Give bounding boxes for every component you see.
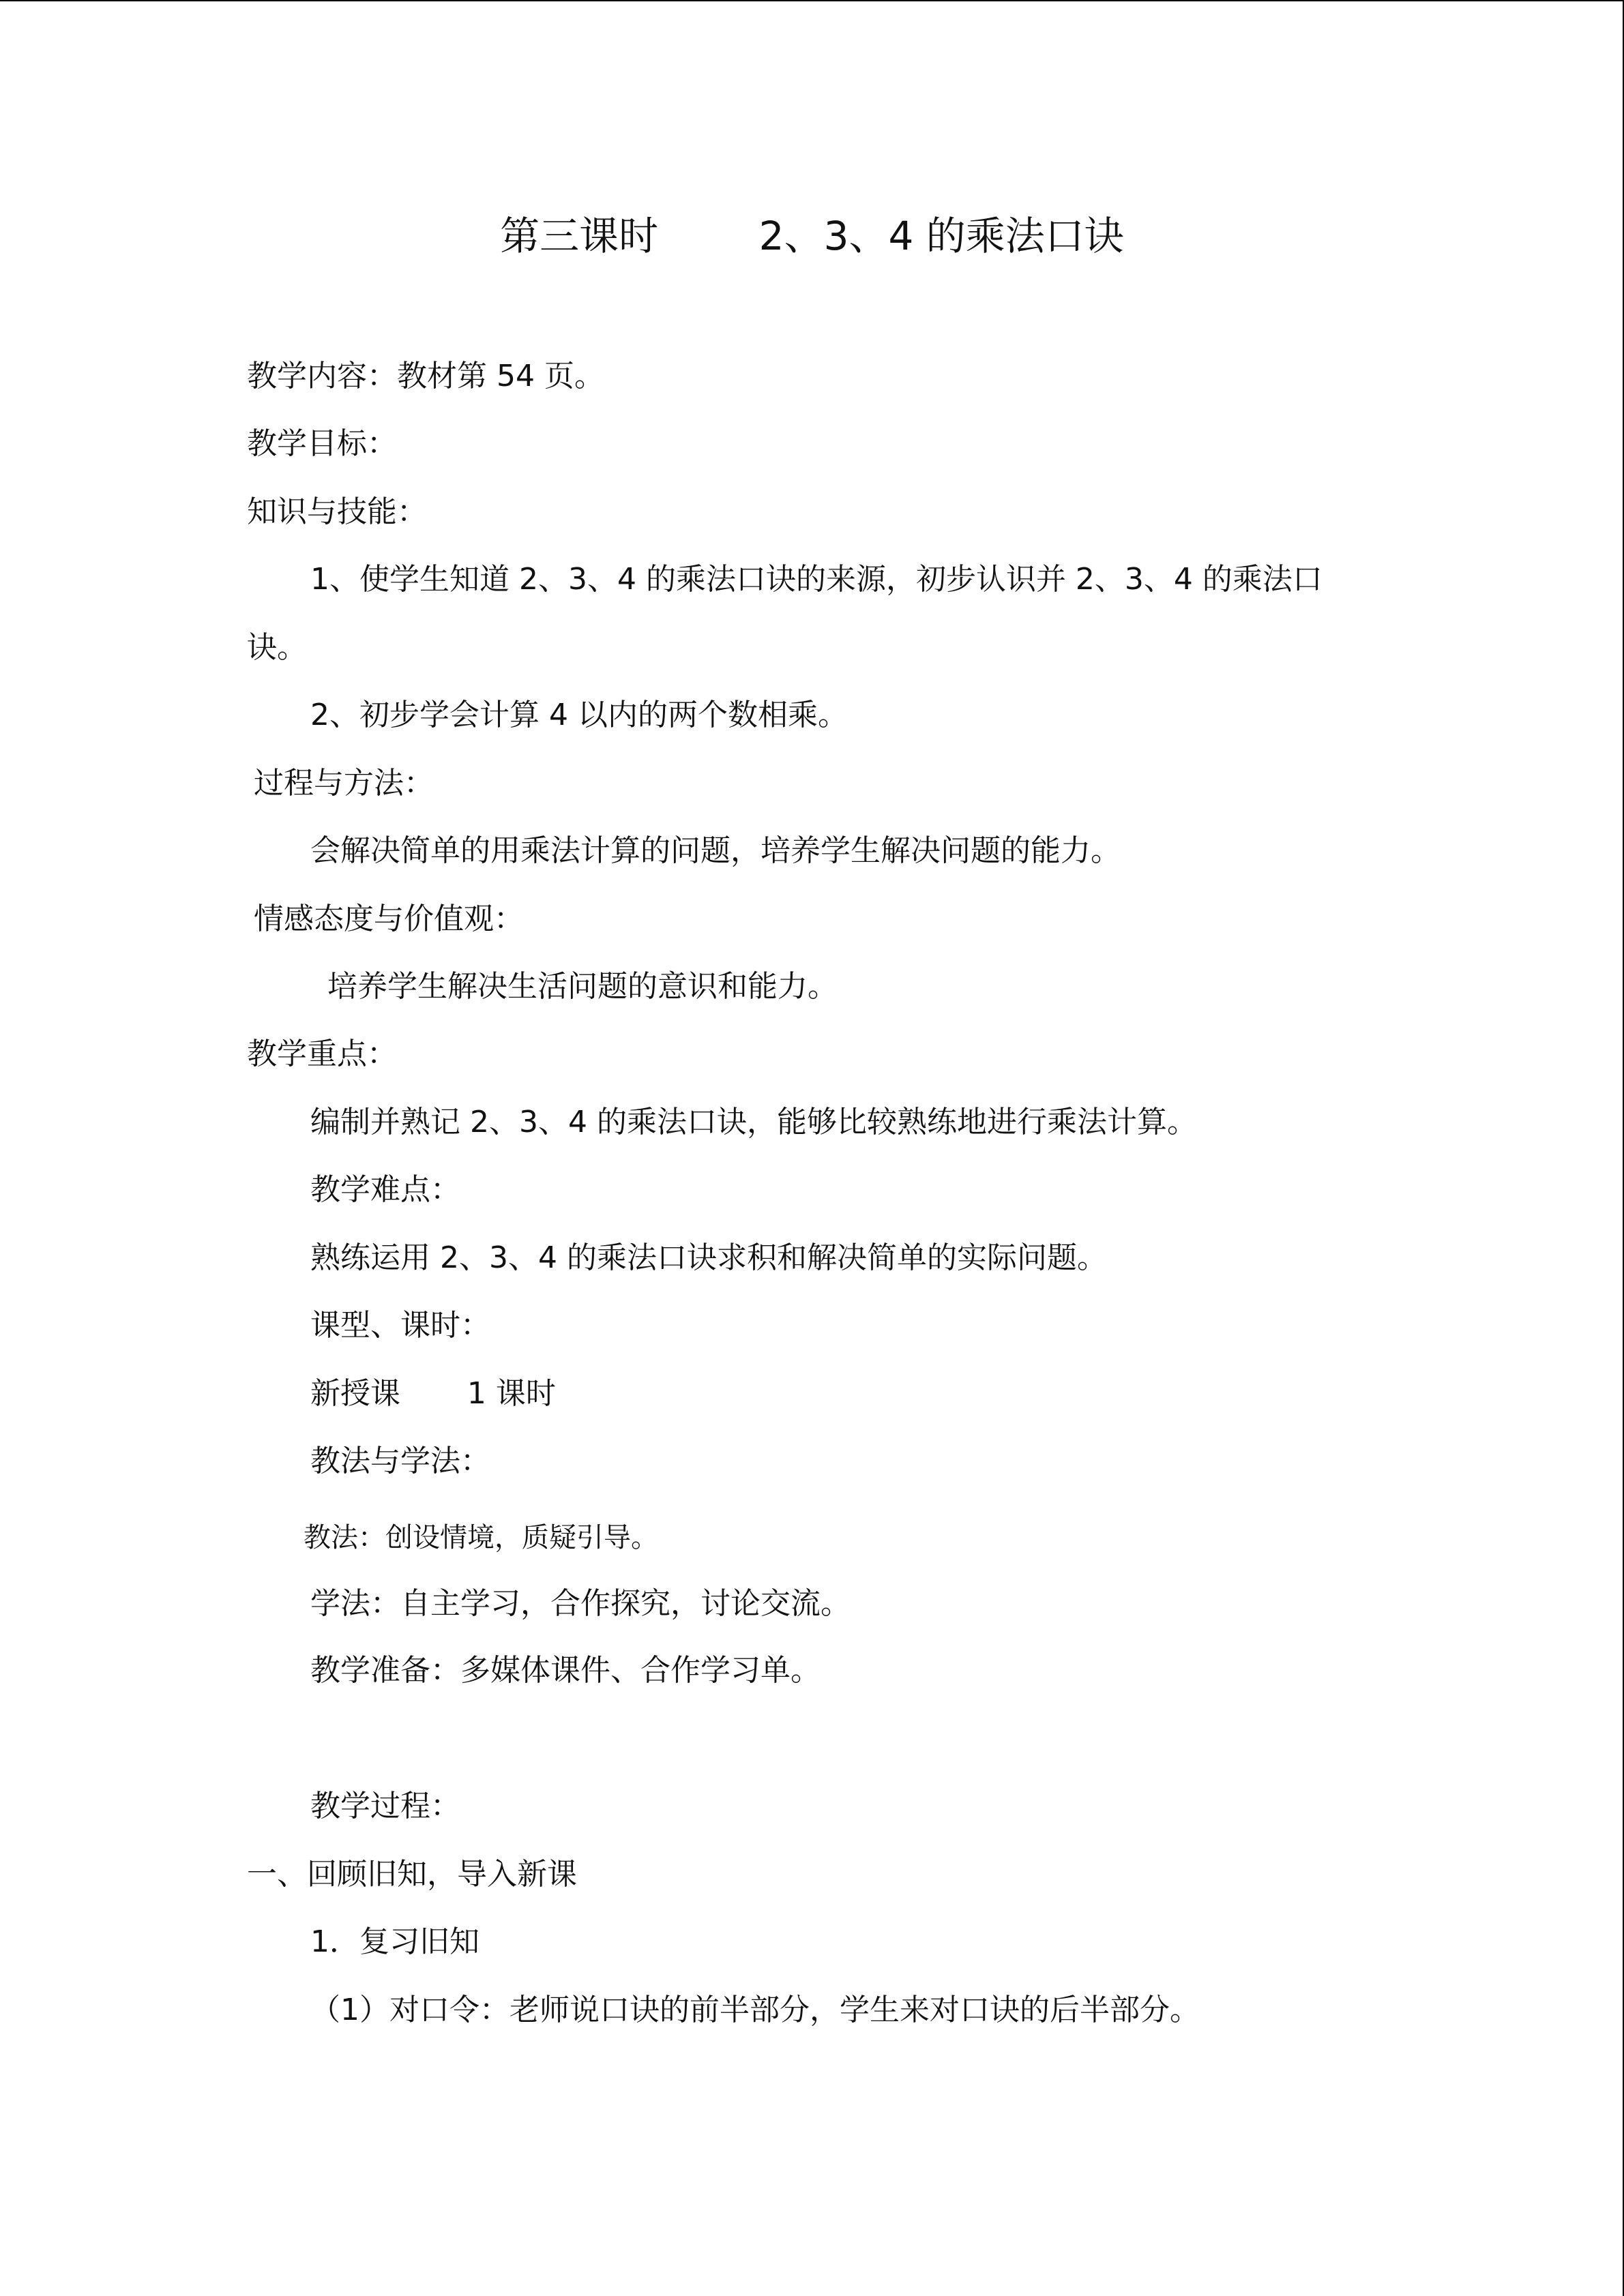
text-line: 教学过程：: [310, 1789, 460, 1823]
text-line: 过程与方法：: [254, 766, 434, 801]
text-line: 2、初步学会计算 4 以内的两个数相乘。: [310, 698, 848, 732]
text-line: 诀。: [247, 630, 307, 665]
text-line: 1、使学生知道 2、3、4 的乘法口诀的来源，初步认识并 2、3、4 的乘法口: [310, 562, 1323, 597]
text-line: 熟练运用 2、3、4 的乘法口诀求积和解决简单的实际问题。: [310, 1240, 1107, 1275]
text-line: 一、回顾旧知，导入新课: [247, 1857, 577, 1892]
text-line: 教学内容：教材第 54 页。: [247, 359, 604, 393]
text-line: 编制并熟记 2、3、4 的乘法口诀，能够比较熟练地进行乘法计算。: [310, 1105, 1197, 1139]
text-line: 培养学生解决生活问题的意识和能力。: [327, 969, 838, 1004]
text-line: 教学难点：: [310, 1172, 460, 1207]
text-line: （1）对口令：老师说口诀的前半部分，学生来对口诀的后半部分。: [310, 1993, 1200, 2027]
text-line: 教学准备：多媒体课件、合作学习单。: [310, 1653, 821, 1688]
text-line: 学法：自主学习，合作探究，讨论交流。: [310, 1586, 851, 1621]
text-line: 新授课 1 课时: [310, 1376, 556, 1411]
text-line: 教学目标：: [247, 426, 397, 461]
text-line: 教法：创设情境，质疑引导。: [304, 1522, 658, 1553]
text-line: 情感态度与价值观：: [254, 901, 524, 936]
text-line: 教法与学法：: [310, 1444, 490, 1478]
text-line: 会解决简单的用乘法计算的问题，培养学生解决问题的能力。: [310, 833, 1121, 868]
text-line: 课型、课时：: [310, 1308, 490, 1343]
page-title: 第三课时 2、3、4 的乘法口诀: [500, 213, 1124, 259]
text-line: 教学重点：: [247, 1037, 397, 1071]
text-line: 知识与技能：: [247, 494, 427, 529]
text-line: 1．复习旧知: [310, 1924, 479, 1959]
